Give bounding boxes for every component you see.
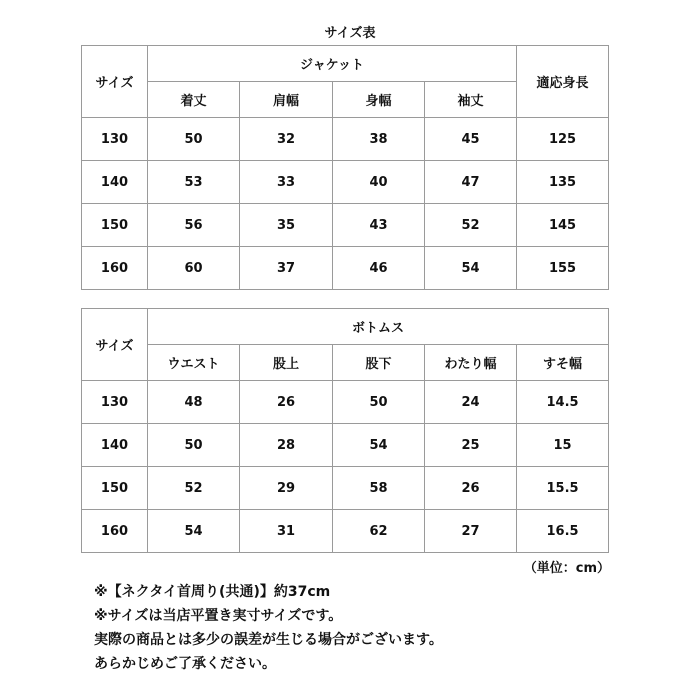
height-cell: 135: [517, 161, 609, 204]
column-header: すそ幅: [517, 345, 609, 381]
value-cell: 37: [240, 247, 333, 290]
value-cell: 14.5: [517, 381, 609, 424]
value-cell: 47: [425, 161, 517, 204]
height-cell: 155: [517, 247, 609, 290]
column-header: 袖丈: [425, 82, 517, 118]
height-cell: 125: [517, 118, 609, 161]
value-cell: 53: [148, 161, 240, 204]
unit-label: （単位：cm）: [523, 561, 610, 576]
value-cell: 24: [425, 381, 517, 424]
value-cell: 27: [425, 510, 517, 553]
value-cell: 62: [333, 510, 425, 553]
note-line: ※【ネクタイ首周り(共通)】約37cm: [94, 584, 331, 600]
value-cell: 48: [148, 381, 240, 424]
note-line: 実際の商品とは多少の誤差が生じる場合がございます。: [94, 632, 443, 648]
size-cell: 130: [82, 381, 148, 424]
table-row: [82, 510, 609, 553]
bottoms-group-header: ボトムス: [148, 309, 609, 345]
value-cell: 56: [148, 204, 240, 247]
value-cell: 28: [240, 424, 333, 467]
value-cell: 15.5: [517, 467, 609, 510]
size-cell: 140: [82, 161, 148, 204]
column-header: 肩幅: [240, 82, 333, 118]
value-cell: 43: [333, 204, 425, 247]
table-row: [82, 204, 609, 247]
size-header: サイズ: [82, 46, 148, 118]
size-cell: 160: [82, 247, 148, 290]
value-cell: 50: [333, 381, 425, 424]
value-cell: 54: [333, 424, 425, 467]
size-chart-title: サイズ表: [324, 26, 376, 41]
table-row: [82, 118, 609, 161]
value-cell: 29: [240, 467, 333, 510]
value-cell: 35: [240, 204, 333, 247]
column-header: ウエスト: [148, 345, 240, 381]
height-header: 適応身長: [517, 46, 609, 118]
column-header: 股下: [333, 345, 425, 381]
value-cell: 31: [240, 510, 333, 553]
note-line: あらかじめご了承ください。: [94, 656, 276, 672]
value-cell: 15: [517, 424, 609, 467]
value-cell: 50: [148, 118, 240, 161]
value-cell: 26: [240, 381, 333, 424]
size-cell: 160: [82, 510, 148, 553]
value-cell: 58: [333, 467, 425, 510]
bottoms-size-table: [81, 308, 609, 553]
value-cell: 46: [333, 247, 425, 290]
value-cell: 60: [148, 247, 240, 290]
value-cell: 32: [240, 118, 333, 161]
value-cell: 52: [425, 204, 517, 247]
value-cell: 26: [425, 467, 517, 510]
size-header: サイズ: [82, 309, 148, 381]
column-header: わたり幅: [425, 345, 517, 381]
size-cell: 150: [82, 204, 148, 247]
table-row: [82, 467, 609, 510]
value-cell: 16.5: [517, 510, 609, 553]
value-cell: 50: [148, 424, 240, 467]
column-header: 着丈: [148, 82, 240, 118]
table-row: [82, 381, 609, 424]
size-cell: 140: [82, 424, 148, 467]
jacket-size-table: [81, 45, 609, 290]
size-cell: 130: [82, 118, 148, 161]
value-cell: 25: [425, 424, 517, 467]
value-cell: 45: [425, 118, 517, 161]
value-cell: 40: [333, 161, 425, 204]
note-line: ※サイズは当店平置き実寸サイズです。: [94, 608, 343, 624]
table-row: [82, 424, 609, 467]
value-cell: 54: [425, 247, 517, 290]
jacket-group-header: ジャケット: [148, 46, 517, 82]
column-header: 身幅: [333, 82, 425, 118]
value-cell: 54: [148, 510, 240, 553]
value-cell: 33: [240, 161, 333, 204]
size-cell: 150: [82, 467, 148, 510]
column-header: 股上: [240, 345, 333, 381]
value-cell: 52: [148, 467, 240, 510]
height-cell: 145: [517, 204, 609, 247]
notes: [94, 580, 443, 676]
table-row: [82, 247, 609, 290]
value-cell: 38: [333, 118, 425, 161]
table-row: [82, 161, 609, 204]
